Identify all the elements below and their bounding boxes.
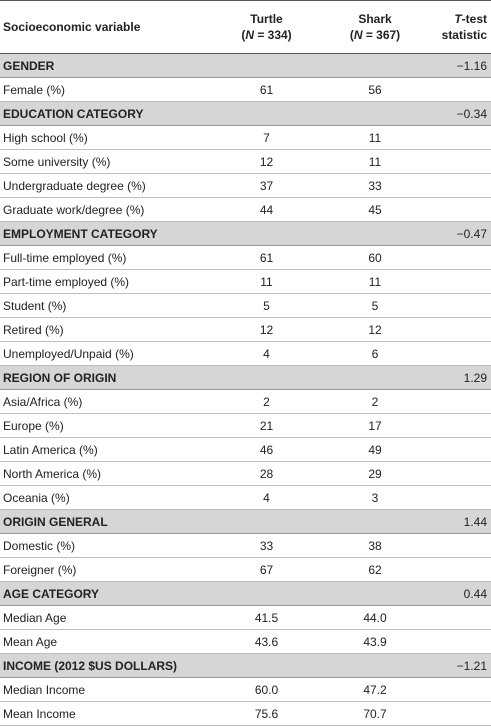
row-turtle-value: 60.0 xyxy=(214,678,319,702)
row-label: Student (%) xyxy=(0,294,214,318)
header-ttest xyxy=(431,1,491,54)
row-shark-value: 11 xyxy=(319,270,431,294)
row-shark-value: 17 xyxy=(319,414,431,438)
header-variable xyxy=(0,1,214,54)
row-shark-value: 5 xyxy=(319,294,431,318)
section-empty-shark xyxy=(319,366,431,390)
row-label: Retired (%) xyxy=(0,318,214,342)
header-turtle-n: N xyxy=(245,28,254,42)
row-label: Graduate work/degree (%) xyxy=(0,198,214,222)
row-label: Unemployed/Unpaid (%) xyxy=(0,342,214,366)
header-turtle-count: = 334) xyxy=(253,28,292,42)
row-turtle-value: 2 xyxy=(214,390,319,414)
row-empty-stat xyxy=(431,294,491,318)
row-turtle-value: 11 xyxy=(214,270,319,294)
row-shark-value: 12 xyxy=(319,318,431,342)
row-label: Asia/Africa (%) xyxy=(0,390,214,414)
row-empty-stat xyxy=(431,390,491,414)
header-variable-label: Socioeconomic variable xyxy=(3,20,141,34)
row-label: High school (%) xyxy=(0,126,214,150)
row-empty-stat xyxy=(431,486,491,510)
row-turtle-value: 12 xyxy=(214,150,319,174)
row-turtle-value: 4 xyxy=(214,486,319,510)
table-row xyxy=(0,702,491,726)
row-turtle-value: 44 xyxy=(214,198,319,222)
row-shark-value: 43.9 xyxy=(319,630,431,654)
row-turtle-value: 61 xyxy=(214,78,319,102)
header-shark xyxy=(319,1,431,54)
row-turtle-value: 12 xyxy=(214,318,319,342)
row-label: Foreigner (%) xyxy=(0,558,214,582)
section-t-statistic: −1.21 xyxy=(431,654,491,678)
table-row xyxy=(0,174,491,198)
row-shark-value: 62 xyxy=(319,558,431,582)
row-turtle-value: 61 xyxy=(214,246,319,270)
row-label: Undergraduate degree (%) xyxy=(0,174,214,198)
table-row xyxy=(0,294,491,318)
section-empty-shark xyxy=(319,54,431,78)
table-row xyxy=(0,270,491,294)
section-t-statistic: 0.44 xyxy=(431,582,491,606)
row-shark-value: 11 xyxy=(319,126,431,150)
section-empty-turtle xyxy=(214,582,319,606)
row-empty-stat xyxy=(431,678,491,702)
row-empty-stat xyxy=(431,462,491,486)
table-row xyxy=(0,678,491,702)
row-label: Mean Age xyxy=(0,630,214,654)
section-empty-turtle xyxy=(214,102,319,126)
header-turtle-open: ( xyxy=(241,28,246,42)
row-empty-stat xyxy=(431,606,491,630)
section-title: REGION OF ORIGIN xyxy=(0,366,214,390)
section-title: GENDER xyxy=(0,54,214,78)
section-header-row xyxy=(0,54,491,78)
row-empty-stat xyxy=(431,438,491,462)
table-row xyxy=(0,126,491,150)
row-empty-stat xyxy=(431,150,491,174)
section-empty-shark xyxy=(319,510,431,534)
table-row xyxy=(0,342,491,366)
row-shark-value: 70.7 xyxy=(319,702,431,726)
row-label: Mean Income xyxy=(0,702,214,726)
header-shark-n: N xyxy=(353,28,363,42)
table-row xyxy=(0,606,491,630)
row-turtle-value: 46 xyxy=(214,438,319,462)
row-empty-stat xyxy=(431,534,491,558)
row-empty-stat xyxy=(431,270,491,294)
row-empty-stat xyxy=(431,126,491,150)
table-row xyxy=(0,78,491,102)
section-empty-shark xyxy=(319,222,431,246)
row-shark-value: 49 xyxy=(319,438,431,462)
row-turtle-value: 43.6 xyxy=(214,630,319,654)
row-shark-value: 33 xyxy=(319,174,431,198)
section-t-statistic: 1.29 xyxy=(431,366,491,390)
row-empty-stat xyxy=(431,246,491,270)
row-shark-value: 2 xyxy=(319,390,431,414)
header-shark-title: Shark xyxy=(358,12,392,26)
section-t-statistic: −1.16 xyxy=(431,54,491,78)
row-empty-stat xyxy=(431,414,491,438)
table-row xyxy=(0,198,491,222)
table-row xyxy=(0,390,491,414)
table-row xyxy=(0,318,491,342)
row-empty-stat xyxy=(431,630,491,654)
section-title: ORIGIN GENERAL xyxy=(0,510,214,534)
section-empty-turtle xyxy=(214,54,319,78)
row-turtle-value: 37 xyxy=(214,174,319,198)
row-turtle-value: 67 xyxy=(214,558,319,582)
row-shark-value: 3 xyxy=(319,486,431,510)
row-turtle-value: 4 xyxy=(214,342,319,366)
section-title: AGE CATEGORY xyxy=(0,582,214,606)
section-header-row xyxy=(0,366,491,390)
row-empty-stat xyxy=(431,558,491,582)
row-shark-value: 56 xyxy=(319,78,431,102)
row-label: Full-time employed (%) xyxy=(0,246,214,270)
section-t-statistic: 1.44 xyxy=(431,510,491,534)
section-empty-shark xyxy=(319,654,431,678)
section-header-row xyxy=(0,222,491,246)
row-empty-stat xyxy=(431,78,491,102)
header-ttest-statistic: statistic xyxy=(441,28,487,42)
row-label: Median Age xyxy=(0,606,214,630)
row-label: Oceania (%) xyxy=(0,486,214,510)
header-ttest-rest: -test xyxy=(461,12,487,26)
row-empty-stat xyxy=(431,702,491,726)
header-turtle xyxy=(214,1,319,54)
row-label: Some university (%) xyxy=(0,150,214,174)
row-shark-value: 44.0 xyxy=(319,606,431,630)
row-turtle-value: 41.5 xyxy=(214,606,319,630)
row-label: Part-time employed (%) xyxy=(0,270,214,294)
section-empty-turtle xyxy=(214,366,319,390)
section-title: INCOME (2012 $US DOLLARS) xyxy=(0,654,214,678)
section-empty-shark xyxy=(319,102,431,126)
row-shark-value: 38 xyxy=(319,534,431,558)
row-turtle-value: 33 xyxy=(214,534,319,558)
row-label: Europe (%) xyxy=(0,414,214,438)
section-header-row xyxy=(0,582,491,606)
row-shark-value: 6 xyxy=(319,342,431,366)
header-shark-count: = 367) xyxy=(362,28,401,42)
header-ttest-t: T xyxy=(454,12,462,26)
table-row xyxy=(0,414,491,438)
row-empty-stat xyxy=(431,174,491,198)
section-header-row xyxy=(0,654,491,678)
table-row xyxy=(0,246,491,270)
table-row xyxy=(0,534,491,558)
section-empty-shark xyxy=(319,582,431,606)
row-shark-value: 60 xyxy=(319,246,431,270)
table-row xyxy=(0,150,491,174)
row-turtle-value: 21 xyxy=(214,414,319,438)
section-t-statistic: −0.47 xyxy=(431,222,491,246)
table-row xyxy=(0,558,491,582)
header-turtle-title: Turtle xyxy=(250,12,283,26)
row-label: Domestic (%) xyxy=(0,534,214,558)
row-shark-value: 11 xyxy=(319,150,431,174)
row-empty-stat xyxy=(431,342,491,366)
table-body xyxy=(0,54,491,726)
row-label: Latin America (%) xyxy=(0,438,214,462)
row-shark-value: 29 xyxy=(319,462,431,486)
row-turtle-value: 5 xyxy=(214,294,319,318)
section-t-statistic: −0.34 xyxy=(431,102,491,126)
row-label: Median Income xyxy=(0,678,214,702)
row-turtle-value: 28 xyxy=(214,462,319,486)
table-row xyxy=(0,486,491,510)
row-turtle-value: 75.6 xyxy=(214,702,319,726)
section-title: EDUCATION CATEGORY xyxy=(0,102,214,126)
row-label: Female (%) xyxy=(0,78,214,102)
section-empty-turtle xyxy=(214,222,319,246)
section-empty-turtle xyxy=(214,510,319,534)
section-header-row xyxy=(0,102,491,126)
header-shark-open: ( xyxy=(349,28,354,42)
row-empty-stat xyxy=(431,318,491,342)
section-title: EMPLOYMENT CATEGORY xyxy=(0,222,214,246)
table-row xyxy=(0,630,491,654)
table-header-row xyxy=(0,1,491,54)
row-shark-value: 47.2 xyxy=(319,678,431,702)
section-empty-turtle xyxy=(214,654,319,678)
table-row xyxy=(0,438,491,462)
row-shark-value: 45 xyxy=(319,198,431,222)
section-header-row xyxy=(0,510,491,534)
row-label: North America (%) xyxy=(0,462,214,486)
row-turtle-value: 7 xyxy=(214,126,319,150)
row-empty-stat xyxy=(431,198,491,222)
table-row xyxy=(0,462,491,486)
